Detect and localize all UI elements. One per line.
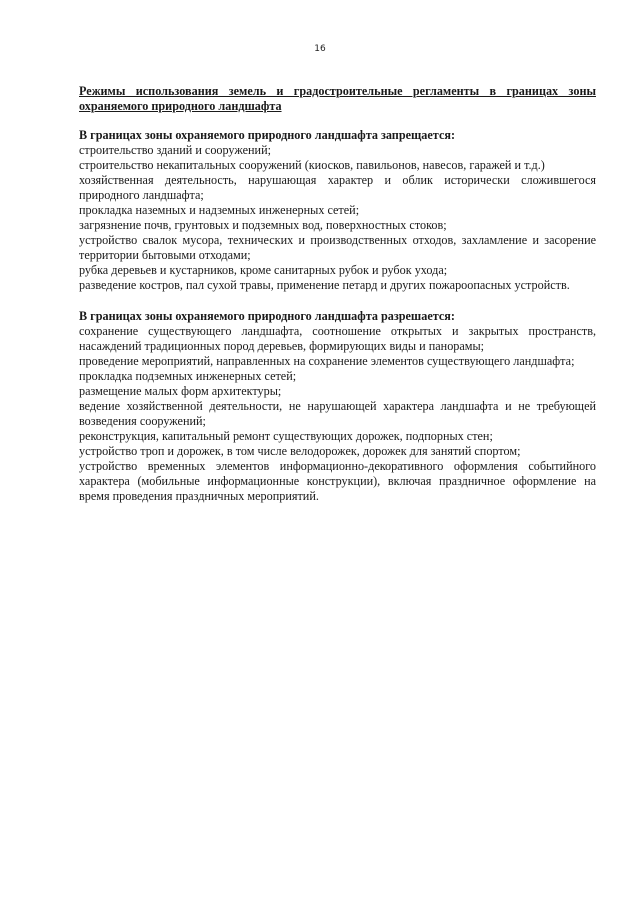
permitted-item: проведение мероприятий, направленных на сохранение элементов существующего ландшафта; — [79, 354, 575, 368]
permitted-item: ведение хозяйственной деятельности, не нарушающей характера ландшафта и не требующей возведения сооружений; — [79, 399, 596, 428]
prohibited-section — [79, 128, 596, 293]
prohibited-item: устройство свалок мусора, технических и производственных отходов, захламление и засорение территории бытовыми отходами; — [79, 233, 596, 262]
prohibited-item: разведение костров, пал сухой травы, применение петард и других пожароопасных устройств. — [79, 278, 570, 292]
permitted-item: сохранение существующего ландшафта, соотношение открытых и закрытых пространств, насаждений традиционных пород деревьев, формирующих виды и панорамы; — [79, 324, 596, 353]
document-body — [79, 84, 596, 520]
permitted-item: устройство троп и дорожек, в том числе велодорожек, дорожек для занятий спортом; — [79, 444, 521, 458]
prohibited-heading: В границах зоны охраняемого природного ландшафта запрещается: — [79, 128, 456, 142]
permitted-heading: В границах зоны охраняемого природного ландшафта разрешается: — [79, 309, 455, 323]
permitted-item: размещение малых форм архитектуры; — [79, 384, 282, 398]
page-number: 16 — [314, 44, 326, 54]
prohibited-item: прокладка наземных и надземных инженерных сетей; — [79, 203, 360, 217]
prohibited-item: строительство некапитальных сооружений (киосков, павильонов, навесов, гаражей и т.д.) — [79, 158, 545, 172]
permitted-section — [79, 309, 596, 504]
permitted-item: устройство временных элементов информационно-декоративного оформления событийного характера (мобильные информационные конструкции), включая праздничное оформление на время проведения праздничных мероприятий. — [79, 459, 596, 503]
prohibited-item: строительство зданий и сооружений; — [79, 143, 271, 157]
permitted-item: реконструкция, капитальный ремонт существующих дорожек, подпорных стен; — [79, 429, 493, 443]
permitted-item: прокладка подземных инженерных сетей; — [79, 369, 297, 383]
prohibited-item: загрязнение почв, грунтовых и подземных вод, поверхностных стоков; — [79, 218, 447, 232]
prohibited-item: хозяйственная деятельность, нарушающая характер и облик исторически сложившегося природного ландшафта; — [79, 173, 596, 202]
prohibited-item: рубка деревьев и кустарников, кроме санитарных рубок и рубок ухода; — [79, 263, 448, 277]
document-title: Режимы использования земель и градостроительные регламенты в границах зоны охраняемого природного ландшафта — [79, 84, 596, 113]
